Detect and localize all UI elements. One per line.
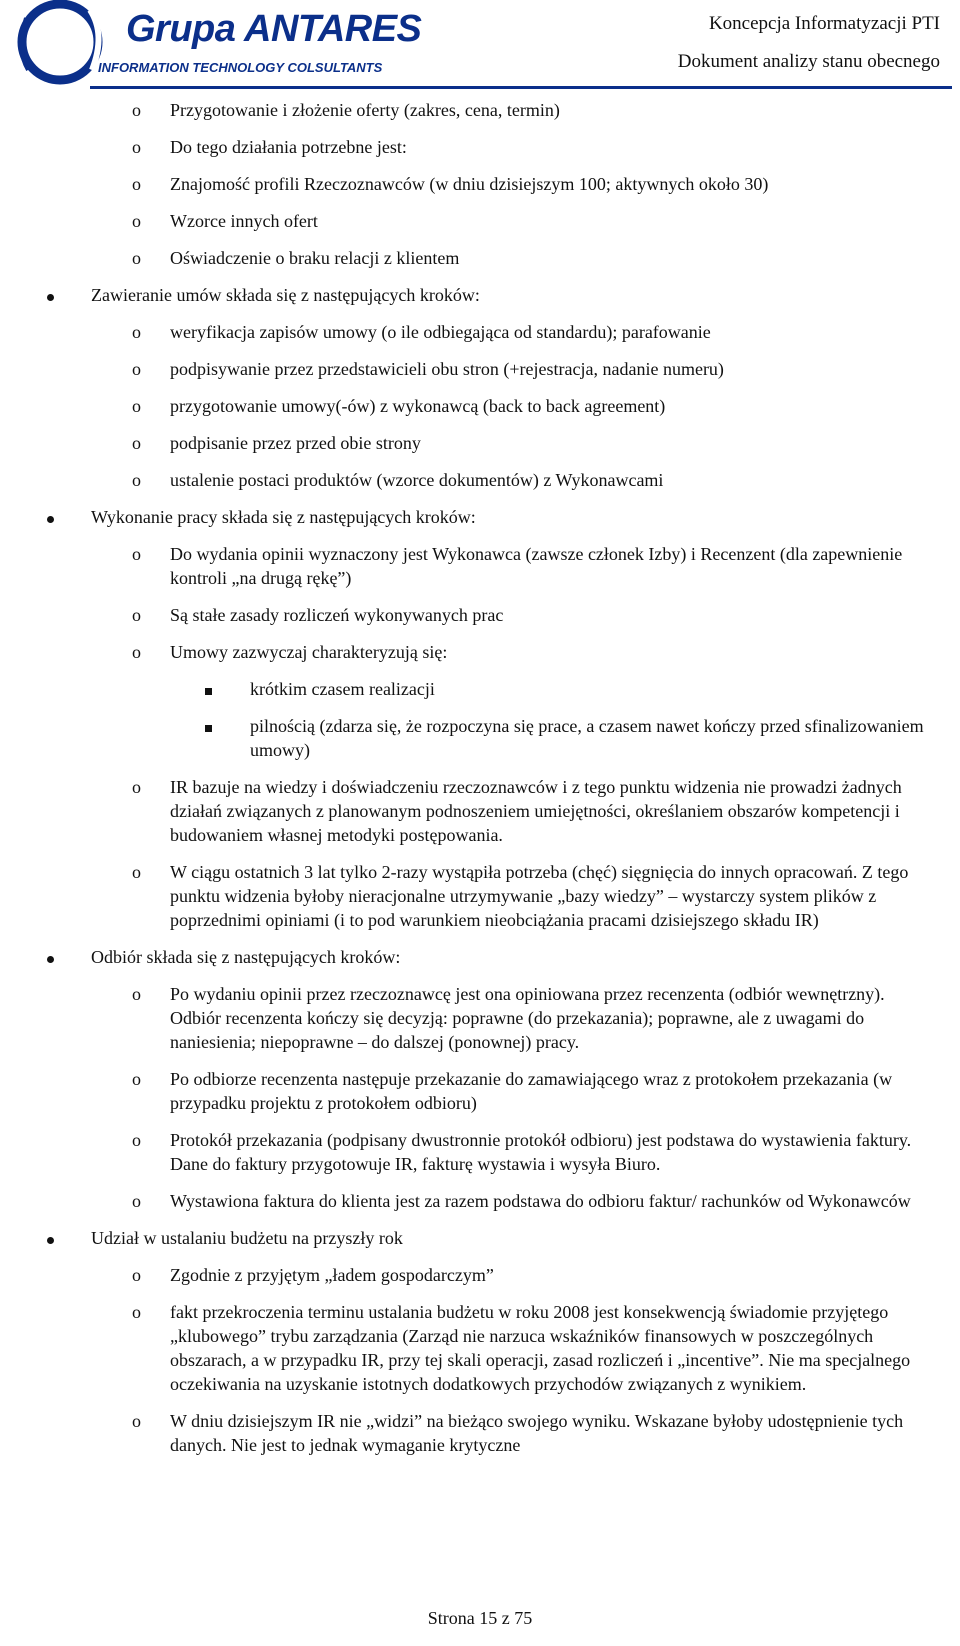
item-text: Są stałe zasady rozliczeń wykonywanych prac	[170, 605, 504, 625]
item-text: podpisanie przez przed obie strony	[170, 433, 421, 453]
sub-bullet-item	[0, 468, 940, 492]
bullet-square-icon	[205, 677, 212, 701]
bullet-circle-marker: o	[132, 642, 141, 662]
item-text: Do tego działania potrzebne jest:	[170, 137, 407, 157]
bullet-circle-marker: o	[132, 544, 141, 564]
item-text: pilnością (zdarza się, że rozpoczyna się prace, a czasem nawet kończy przed sfinalizowaniem umowy)	[250, 716, 924, 760]
bullet-item	[0, 505, 921, 529]
item-text: Oświadczenie o braku relacji z klientem	[170, 248, 460, 268]
item-text: przygotowanie umowy(-ów) z wykonawcą (back to back agreement)	[170, 396, 666, 416]
item-text: Umowy zazwyczaj charakteryzują się:	[170, 642, 448, 662]
sub-bullet-item	[0, 1189, 940, 1213]
page-number: Strona 15 z 75	[427, 1608, 533, 1628]
bullet-circle-marker: o	[132, 984, 141, 1004]
sub-sub-bullet-item	[0, 677, 940, 701]
bullet-circle-marker: o	[132, 1191, 141, 1211]
sub-bullet-item	[0, 775, 940, 847]
sub-bullet-item	[0, 1300, 940, 1396]
bullet-circle-marker: o	[132, 396, 141, 416]
item-text: Zgodnie z przyjętym „ładem gospodarczym”	[170, 1265, 494, 1285]
sub-bullet-item	[0, 982, 940, 1054]
bullet-circle-marker: o	[132, 1130, 141, 1150]
sub-bullet-item	[0, 209, 940, 233]
sub-bullet-item	[0, 98, 940, 122]
item-text: W dniu dzisiejszym IR nie „widzi” na bieżąco swojego wyniku. Wskazane byłoby udostępnienie tych danych. Nie jest to jednak wymaganie krytyczne	[170, 1411, 904, 1455]
sub-bullet-item	[0, 1409, 940, 1457]
bullet-item	[0, 945, 921, 969]
bullet-square-icon	[205, 714, 212, 738]
item-text: Udział w ustalaniu budżetu na przyszły rok	[91, 1228, 403, 1248]
item-text: IR bazuje na wiedzy i doświadczeniu rzeczoznawców i z tego punktu widzenia nie prowadzi żadnych działań związanych z planowanym podnoszeniem umiejętności, określaniem obszarów kompetencji i budowaniem własnej metodyki postępowania.	[170, 777, 902, 845]
item-text: Protokół przekazania (podpisany dwustronnie protokół odbioru) jest podstawa do wystawienia faktury. Dane do faktury przygotowuje IR, fakturę wystawia i wysyła Biuro.	[170, 1130, 912, 1174]
bullet-circle-marker: o	[132, 862, 141, 882]
item-text: weryfikacja zapisów umowy (o ile odbiegająca od standardu); parafowanie	[170, 322, 711, 342]
sub-bullet-item	[0, 860, 940, 932]
sub-bullet-item	[0, 357, 940, 381]
item-text: krótkim czasem realizacji	[250, 679, 435, 699]
bullet-dot-icon	[47, 1226, 54, 1250]
sub-bullet-item	[0, 603, 940, 627]
document-title: Koncepcja Informatyzacji PTI	[708, 13, 940, 34]
bullet-circle-marker: o	[132, 1069, 141, 1089]
bullet-circle-marker: o	[132, 137, 141, 157]
document-subtitle: Dokument analizy stanu obecnego	[677, 51, 940, 72]
document-body	[0, 98, 960, 1470]
bullet-circle-marker: o	[132, 100, 141, 120]
item-text: Po wydaniu opinii przez rzeczoznawcę jest ona opiniowana przez recenzenta (odbiór wewnętrzny). Odbiór recenzenta kończy się decyzją: poprawne (do przekazania); poprawne, ale z uwagami do naniesienia; niepoprawne – do dalszej (ponownej) pracy.	[170, 984, 885, 1052]
sub-sub-bullet-item	[0, 714, 940, 762]
bullet-circle-marker: o	[132, 605, 141, 625]
bullet-circle-marker: o	[132, 1302, 141, 1322]
item-text: W ciągu ostatnich 3 lat tylko 2-razy wystąpiła potrzeba (chęć) sięgnięcia do innych opracowań. Z tego punktu widzenia byłoby nieracjonalne utrzymywanie „bazy wiedzy” – wystarczy system plików z poprzednimi opiniami (i to pod warunkiem nieobciążania pracami dzisiejszego składu IR)	[170, 862, 909, 930]
sub-bullet-item	[0, 135, 940, 159]
sub-bullet-item	[0, 394, 940, 418]
logo-subtitle: INFORMATION TECHNOLOGY COLSULTANTS	[98, 60, 383, 75]
bullet-dot-icon	[47, 945, 54, 969]
logo-title: Grupa ANTARES	[126, 8, 422, 50]
item-text: ustalenie postaci produktów (wzorce dokumentów) z Wykonawcami	[170, 470, 664, 490]
item-text: fakt przekroczenia terminu ustalania budżetu w roku 2008 jest konsekwencją świadomie przyjętego „klubowego” trybu zarządzania (Zarząd nie narzuca wskaźników finansowych w poszczególnych obszarach, a w przypadku IR, przy tej skali operacji, zasad rozliczeń i „incentive”. Nie ma specjalnego oczekiwania na uzyskanie istotnych dodatkowych przychodów związanych z wynikiem.	[170, 1302, 911, 1394]
bullet-circle-marker: o	[132, 174, 141, 194]
sub-bullet-item	[0, 320, 940, 344]
item-text: Znajomość profili Rzeczoznawców (w dniu dzisiejszym 100; aktywnych około 30)	[170, 174, 769, 194]
header-divider	[90, 86, 952, 89]
item-text: Wzorce innych ofert	[170, 211, 318, 231]
item-text: Zawieranie umów składa się z następujących kroków:	[91, 285, 480, 305]
item-text: Po odbiorze recenzenta następuje przekazanie do zamawiającego wraz z protokołem przekazania (w przypadku projektu z protokołem odbioru)	[170, 1069, 893, 1113]
item-text: Wystawiona faktura do klienta jest za razem podstawa do odbioru faktur/ rachunków od Wykonawców	[170, 1191, 911, 1211]
bullet-item	[0, 1226, 921, 1250]
item-text: Odbiór składa się z następujących kroków:	[91, 947, 401, 967]
page-header	[0, 0, 960, 92]
bullet-item	[0, 283, 921, 307]
company-logo	[8, 0, 448, 88]
bullet-circle-marker: o	[132, 1265, 141, 1285]
bullet-circle-marker: o	[132, 211, 141, 231]
bullet-dot-icon	[47, 505, 54, 529]
bullet-circle-marker: o	[132, 248, 141, 268]
bullet-circle-marker: o	[132, 777, 141, 797]
sub-bullet-item	[0, 542, 940, 590]
sub-bullet-item	[0, 1067, 940, 1115]
bullet-circle-marker: o	[132, 433, 141, 453]
bullet-dot-icon	[47, 283, 54, 307]
sub-bullet-item	[0, 1128, 940, 1176]
bullet-circle-marker: o	[132, 470, 141, 490]
bullet-circle-marker: o	[132, 1411, 141, 1431]
bullet-circle-marker: o	[132, 359, 141, 379]
item-text: podpisywanie przez przedstawicieli obu stron (+rejestracja, nadanie numeru)	[170, 359, 724, 379]
document-info	[678, 10, 940, 86]
sub-bullet-item	[0, 1263, 940, 1287]
sub-bullet-item	[0, 172, 940, 196]
item-text: Do wydania opinii wyznaczony jest Wykonawca (zawsze członek Izby) i Recenzent (dla zapewnienie kontroli „na drugą rękę”)	[170, 544, 903, 588]
sub-bullet-item	[0, 246, 940, 270]
sub-bullet-item	[0, 640, 940, 664]
bullet-circle-marker: o	[132, 322, 141, 342]
item-text: Przygotowanie i złożenie oferty (zakres, cena, termin)	[170, 100, 560, 120]
item-text: Wykonanie pracy składa się z następujących kroków:	[91, 507, 476, 527]
sub-bullet-item	[0, 431, 940, 455]
